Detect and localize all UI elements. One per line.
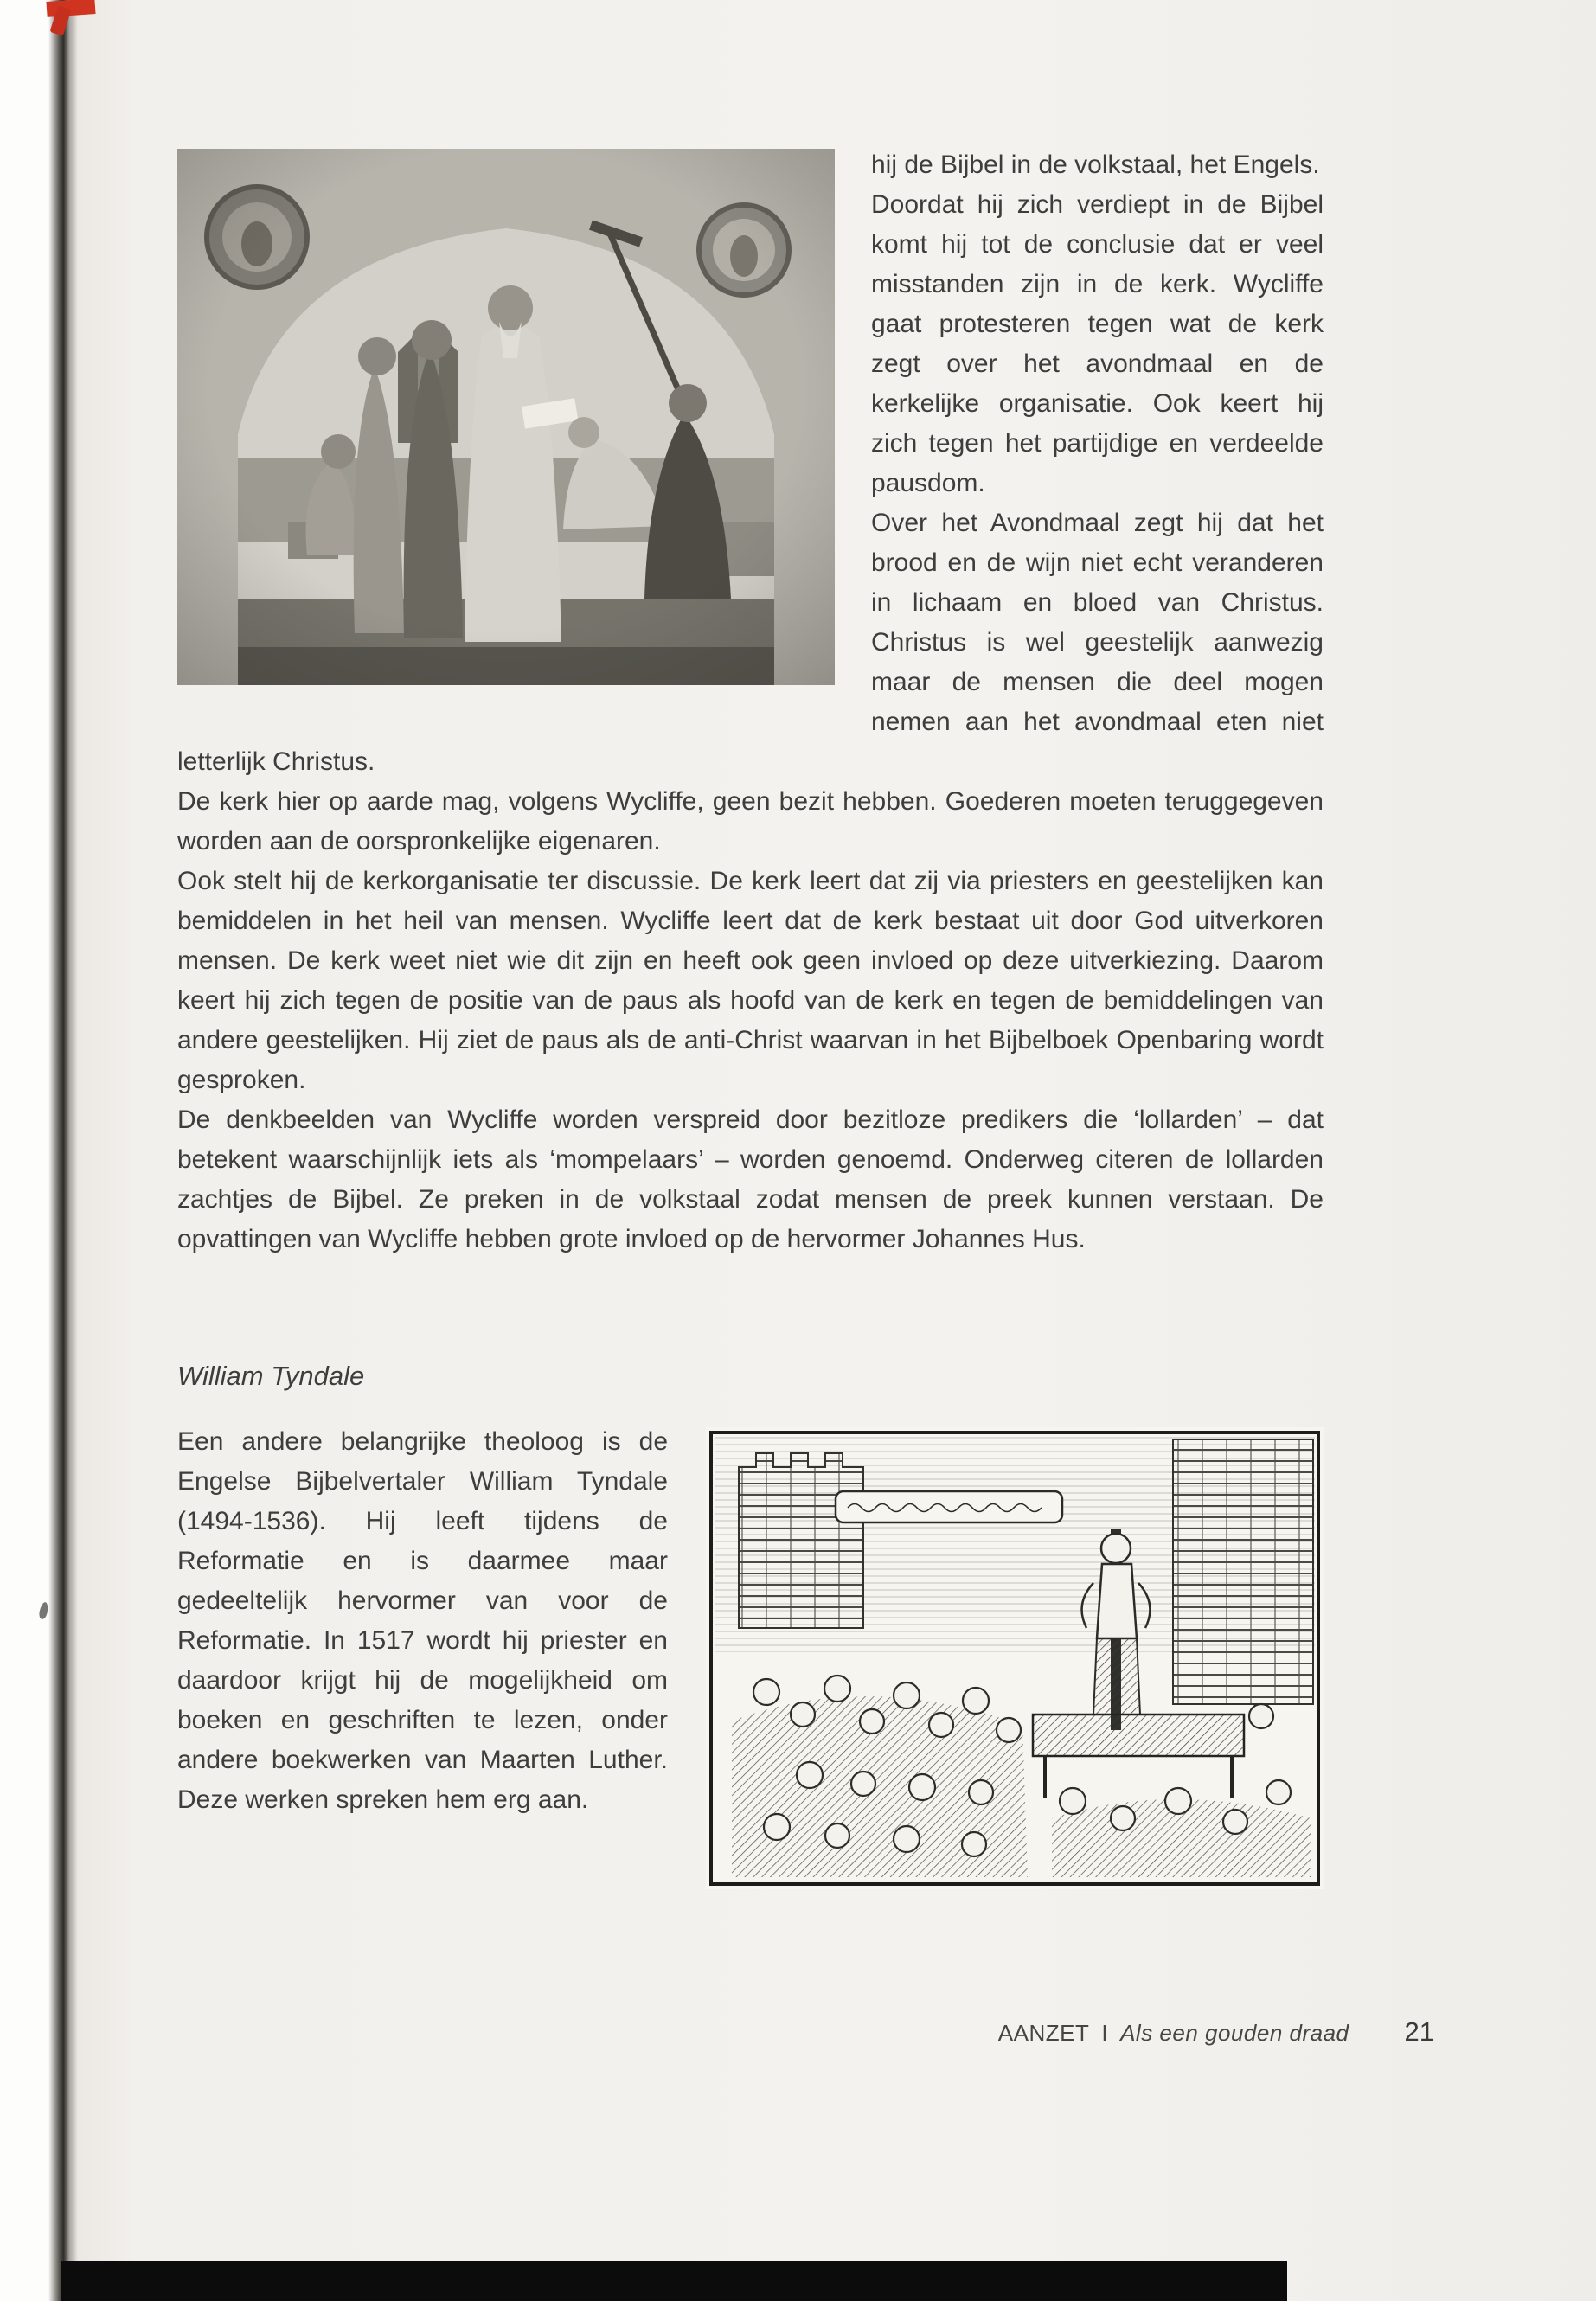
body-paragraph: Doordat hij zich verdiept in de Bijbel komt hij tot de conclusie dat er veel misstanden zijn in de kerk. Wycliffe gaat protesteren tegen wat de kerk zegt over het avondmaal en de kerkelijke organisatie. Ook keert hij zich tegen het partijdige en verdeelde pausdom.	[871, 190, 1324, 497]
body-paragraph: Over het Avondmaal zegt hij dat het brood en de wijn niet echt veranderen in lichaam en bloed van Christus. Christus is wel geestelijk aanwezig maar de mensen die deel mogen nemen aan het avondmaal eten niet letterlijk Christus.	[177, 509, 1324, 776]
body-paragraph: De kerk hier op aarde mag, volgens Wycliffe, geen bezit hebben. Goederen moeten teruggegeven worden aan de oorspronkelijke eigenaren.	[177, 787, 1324, 856]
tyndale-execution-woodcut	[706, 1427, 1324, 1889]
wycliffe-painting-art	[177, 149, 835, 685]
body-paragraph: Ook stelt hij de kerkorganisatie ter discussie. De kerk leert dat zij via priesters en geestelijken kan bemiddelen in het heil van mensen. Wycliffe leert dat de kerk bestaat uit door God uitverkoren mensen. De kerk weet niet wie dit zijn en heeft ook geen invloed op deze uitverkiezing. Daarom keert hij zich tegen de positie van de paus als hoofd van de kerk en tegen de bemiddelingen van andere geestelijken. Hij ziet de paus als de anti-Christ waarvan in het Bijbelboek Openbaring wordt gesproken.	[177, 867, 1324, 1094]
footer-book-title: Als een gouden draad	[1120, 2020, 1349, 2046]
scan-bottom-black-bar	[61, 2261, 1287, 2301]
page-content	[177, 145, 1434, 2053]
wycliffe-reading-painting	[177, 149, 835, 685]
tyndale-section	[177, 1356, 1324, 1910]
body-paragraph: Een andere belangrijke theoloog is de Engelse Bijbelvertaler William Tyndale (1494-1536). Hij leeft tijdens de Reformatie en is daarmee maar gedeeltelijk hervormer van voor de Reformatie. In 1517 wordt hij priester en daardoor krijgt hij de mogelijkheid om boeken en geschriften te lezen, onder andere boekwerken van Maarten Luther. Deze werken spreken hem erg aan.	[177, 1427, 668, 1814]
wycliffe-section	[177, 145, 1324, 1259]
page-number: 21	[1404, 2016, 1434, 2047]
book-spine-shadow	[48, 0, 78, 2301]
footer-series: AANZET	[997, 2020, 1090, 2046]
footer-separator: I	[1101, 2020, 1109, 2046]
section-heading: William Tyndale	[177, 1361, 365, 1391]
body-paragraph: De denkbeelden van Wycliffe worden verspreid door bezitloze predikers die ‘lollarden’ – dat betekent waarschijnlijk iets als ‘mompelaars’ – worden genoemd. Onderweg citeren de lollarden zachtjes de Bijbel. Ze preken in de volkstaal zodat mensen de preek kunnen verstaan. De opvattingen van Wycliffe hebben grote invloed op de hervormer Johannes Hus.	[177, 1106, 1324, 1253]
body-paragraph: hij de Bijbel in de volkstaal, het Engels.	[871, 151, 1320, 179]
page-footer	[177, 2012, 1434, 2053]
tyndale-woodcut-art	[706, 1427, 1324, 1889]
